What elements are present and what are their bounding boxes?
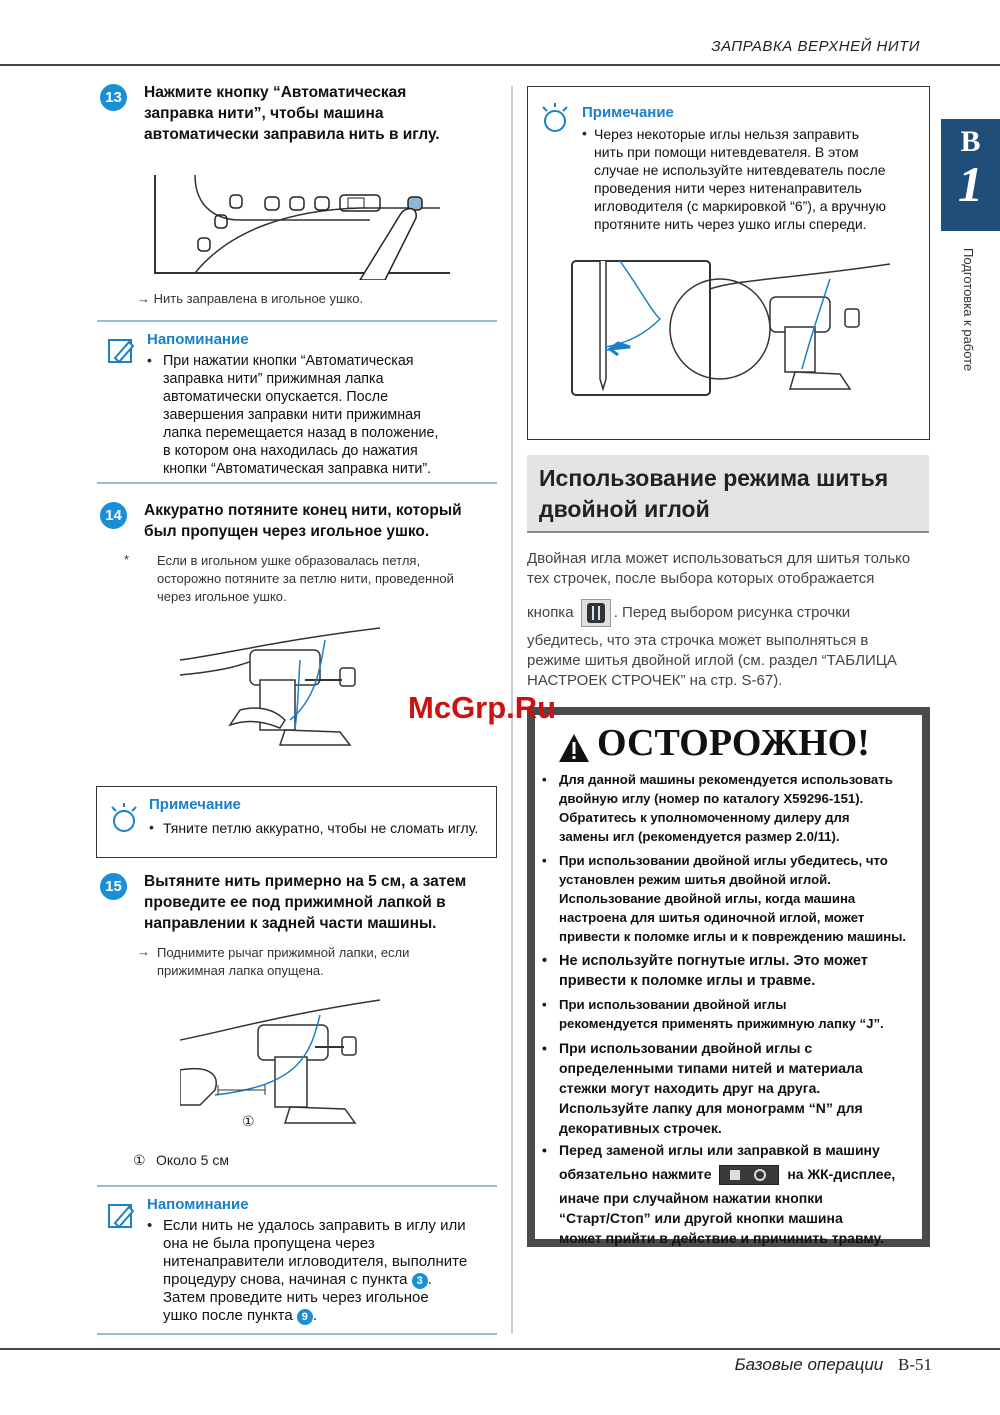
step-15-caption-marker: ①	[133, 1152, 146, 1168]
twin-needle-icon	[582, 600, 610, 626]
caution-line: привести к поломке иглы и травме.	[559, 973, 816, 989]
intro-text-span: . Перед выбором рисунка строчки	[613, 603, 851, 621]
step-13-text	[144, 82, 494, 145]
caution-line: привести к поломке иглы и к повреждению машины.	[559, 929, 907, 944]
lock-key-icon	[720, 1166, 778, 1184]
caution-item-1	[542, 770, 929, 846]
caution-box-inner	[535, 715, 922, 1246]
note-2-line: проведения нити через нитенаправитель	[594, 180, 862, 196]
intro-line: убедитесь, что эта строчка может выполняться в	[527, 632, 869, 649]
memo-2-text-span: .	[312, 1307, 318, 1324]
caution-line: настроена для шитья одиночной иглой, может	[559, 910, 865, 925]
memo-2-title: Напоминание	[147, 1196, 249, 1213]
memo-box-2	[97, 1185, 497, 1335]
note-2-line: случае не используйте нитевдеватель после	[594, 162, 886, 178]
chapter-number: 1	[958, 156, 983, 212]
warning-triangle-icon	[557, 732, 591, 764]
caution-line: “Старт/Стоп” или другой кнопки машина	[559, 1210, 843, 1226]
presser-foot-lock-button-icon	[719, 1165, 779, 1185]
thread-loop-illustration	[180, 620, 380, 760]
step-14-asterisk: *	[124, 552, 130, 567]
caution-line: Использование двойной иглы, когда машина	[559, 891, 856, 906]
step-14-sub-line: через игольное ушко.	[157, 589, 287, 604]
memo-2-text-span: процедуру снова, начиная с пункта	[163, 1271, 412, 1288]
caution-line: Для данной машины рекомендуется использовать	[559, 772, 893, 787]
caution-line	[559, 1164, 929, 1188]
caution-line: двойную иглу (номер по каталогу X59296-151).	[559, 791, 864, 806]
step-14-line: был пропущен через игольное ушко.	[144, 523, 430, 540]
auto-threading-button-illustration	[150, 170, 450, 280]
step-15-callout-marker: ①	[242, 1113, 255, 1129]
caution-bullet: •	[542, 953, 548, 969]
memo-2-line	[163, 1307, 498, 1325]
step-14-text	[144, 500, 504, 542]
step-15-badge: 15	[100, 873, 127, 900]
step-13-line: Нажмите кнопку “Автоматическая	[144, 84, 407, 101]
memo-pencil-icon	[107, 1201, 137, 1229]
caution-line: декоративных строчек.	[559, 1120, 722, 1136]
step-13-result: → Нить заправлена в игольное ушко.	[137, 291, 364, 306]
header-rule	[0, 64, 1000, 66]
step-reference-badge: 3	[412, 1273, 428, 1289]
caution-bullet: •	[542, 997, 547, 1012]
memo-1-line: кнопки “Автоматическая заправка нити”.	[163, 461, 432, 477]
watermark: McGrp.Ru	[408, 690, 557, 725]
caution-line: При использовании двойной иглы	[559, 997, 787, 1012]
step-14-sub-line: Если в игольном ушке образовалась петля,	[157, 553, 421, 568]
note-box-2	[527, 86, 930, 440]
note-2-bullet: •	[582, 125, 587, 141]
caution-line: иначе при случайном нажатии кнопки	[559, 1190, 823, 1206]
caution-line: рекомендуется применять прижимную лапку “J”.	[559, 1016, 884, 1031]
memo-2-line: нитенаправители игловодителя, выполните	[163, 1253, 468, 1270]
caution-line: Используйте лапку для монограмм “N” для	[559, 1100, 863, 1116]
step-14-subtext	[157, 552, 502, 606]
memo-2-line: Если нить не удалось заправить в иглу или	[163, 1217, 466, 1234]
caution-line: может прийти в действие и причинить травму.	[559, 1230, 885, 1246]
memo-pencil-icon	[107, 336, 137, 364]
caution-line: Не используйте погнутые иглы. Это может	[559, 953, 868, 969]
step-15-sub-line: прижимная лапка опущена.	[157, 963, 324, 978]
note-1-title: Примечание	[149, 796, 241, 813]
caution-line: стежки могут находить друг на друга.	[559, 1080, 821, 1096]
caution-item-5	[542, 1038, 929, 1138]
caution-item-2	[542, 851, 929, 946]
note-box-1	[96, 786, 497, 858]
step-13-line: заправка нити”, чтобы машина	[144, 105, 384, 122]
twin-needle-button-icon	[581, 599, 611, 627]
caution-line: При использовании двойной иглы с	[559, 1040, 813, 1056]
caution-item-4	[542, 995, 929, 1033]
step-15-arrow: →	[137, 944, 150, 959]
caution-line: определенными типами нитей и материала	[559, 1060, 863, 1076]
step-15-line: направлении к задней части машины.	[144, 915, 437, 932]
note-lightbulb-icon	[109, 801, 139, 835]
needle-eye-illustration	[570, 259, 910, 399]
page-footer	[735, 1355, 932, 1375]
caution-item-3	[542, 951, 929, 991]
memo-1-bullet: •	[147, 352, 152, 368]
step-15-caption: Около 5 см	[156, 1152, 229, 1168]
pull-thread-illustration	[180, 995, 380, 1135]
intro-line	[527, 599, 937, 627]
step-14-sub-line: осторожно потяните за петлю нити, проведенной	[157, 571, 454, 586]
intro-line: НАСТРОЕК СТРОЧЕК” на стр. S-67).	[527, 672, 783, 689]
caution-line: установлен режим шитья двойной иглой.	[559, 872, 831, 887]
memo-2-text	[163, 1217, 498, 1325]
memo-1-text	[163, 352, 498, 478]
memo-2-line: она не была пропущена через	[163, 1235, 375, 1252]
step-reference-badge: 9	[297, 1309, 313, 1325]
note-2-line: протяните нить через ушко иглы спереди.	[594, 216, 867, 232]
page-number: B-51	[898, 1355, 932, 1374]
caution-line: Перед заменой иглы или заправкой в машину	[559, 1142, 880, 1158]
caution-bullet: •	[542, 772, 547, 787]
note-2-line: нить при помощи нитевдевателя. В этом	[594, 144, 859, 160]
intro-line: Двойная игла может использоваться для шитья только	[527, 550, 911, 567]
caution-text-span: на ЖК-дисплее,	[787, 1166, 896, 1182]
caution-line: При использовании двойной иглы убедитесь, что	[559, 853, 888, 868]
step-14-line: Аккуратно потяните конец нити, который	[144, 502, 462, 519]
step-15-sub-line: Поднимите рычаг прижимной лапки, если	[157, 945, 410, 960]
caution-item-6	[542, 1140, 929, 1248]
footer-chapter-name: Базовые операции	[734, 1355, 884, 1374]
step-15-line: Вытяните нить примерно на 5 см, а затем	[144, 873, 467, 890]
caution-line: замены игл (рекомендуется размер 2.0/11).	[559, 829, 840, 844]
memo-1-line: заправка нити” прижимная лапка	[163, 371, 384, 387]
memo-box-1	[97, 320, 497, 484]
note-2-text	[594, 125, 924, 233]
chapter-side-text: Подготовка к работе	[961, 248, 976, 372]
memo-1-line: автоматически опускается. После	[163, 389, 389, 405]
section-title-box	[527, 455, 929, 533]
memo-1-title: Напоминание	[147, 331, 249, 348]
memo-1-line: в котором она находилась до нажатия	[163, 443, 418, 459]
section-title-line-1: Использование режима шитья	[539, 465, 889, 491]
caution-bullet: •	[542, 1142, 547, 1158]
chapter-letter: B	[960, 125, 981, 158]
intro-line: режиме шитья двойной иглой (см. раздел “ТАБЛИЦА	[527, 652, 897, 669]
note-1-text: Тяните петлю аккуратно, чтобы не сломать иглу.	[163, 820, 479, 836]
step-13-line: автоматически заправила нить в иглу.	[144, 126, 440, 143]
caution-bullet: •	[542, 1040, 547, 1056]
intro-text-span: кнопка	[527, 603, 574, 621]
caution-text-span: обязательно нажмите	[559, 1166, 712, 1182]
caution-box	[527, 707, 930, 1247]
note-2-title: Примечание	[582, 104, 674, 121]
memo-1-line: завершения заправки нити прижимная	[163, 407, 421, 423]
step-15-text	[144, 871, 504, 934]
caution-line: Обратитесь к уполномоченному дилеру для	[559, 810, 850, 825]
note-2-line: игловодителя (с маркировкой “6”), а вручную	[594, 198, 886, 214]
memo-2-bullet: •	[147, 1217, 153, 1234]
step-14-badge: 14	[100, 502, 127, 529]
memo-2-line	[163, 1271, 498, 1289]
memo-2-text-span: ушко после пункта	[163, 1307, 297, 1324]
step-15-subtext	[157, 944, 497, 980]
chapter-tab	[941, 119, 1000, 231]
memo-2-line: Затем проведите нить через игольное	[163, 1289, 429, 1306]
caution-bullet: •	[542, 853, 547, 868]
caution-title: ОСТОРОЖНО!	[597, 722, 870, 764]
footer-rule	[0, 1348, 1000, 1350]
section-title-line-2: двойной иглой	[539, 496, 710, 522]
note-1-bullet: •	[149, 819, 154, 835]
running-header: ЗАПРАВКА ВЕРХНЕЙ НИТИ	[711, 38, 920, 55]
memo-1-line: лапка перемещается назад в положение,	[163, 425, 439, 441]
memo-2-text-span: .	[427, 1271, 432, 1288]
intro-paragraph	[527, 549, 937, 691]
intro-line: тех строчек, после выбора которых отображается	[527, 570, 875, 587]
note-2-line: Через некоторые иглы нельзя заправить	[594, 126, 860, 142]
memo-1-line: При нажатии кнопки “Автоматическая	[163, 353, 414, 369]
step-15-line: проведите ее под прижимной лапкой в	[144, 894, 446, 911]
note-lightbulb-icon	[540, 101, 570, 135]
step-13-badge: 13	[100, 84, 127, 111]
